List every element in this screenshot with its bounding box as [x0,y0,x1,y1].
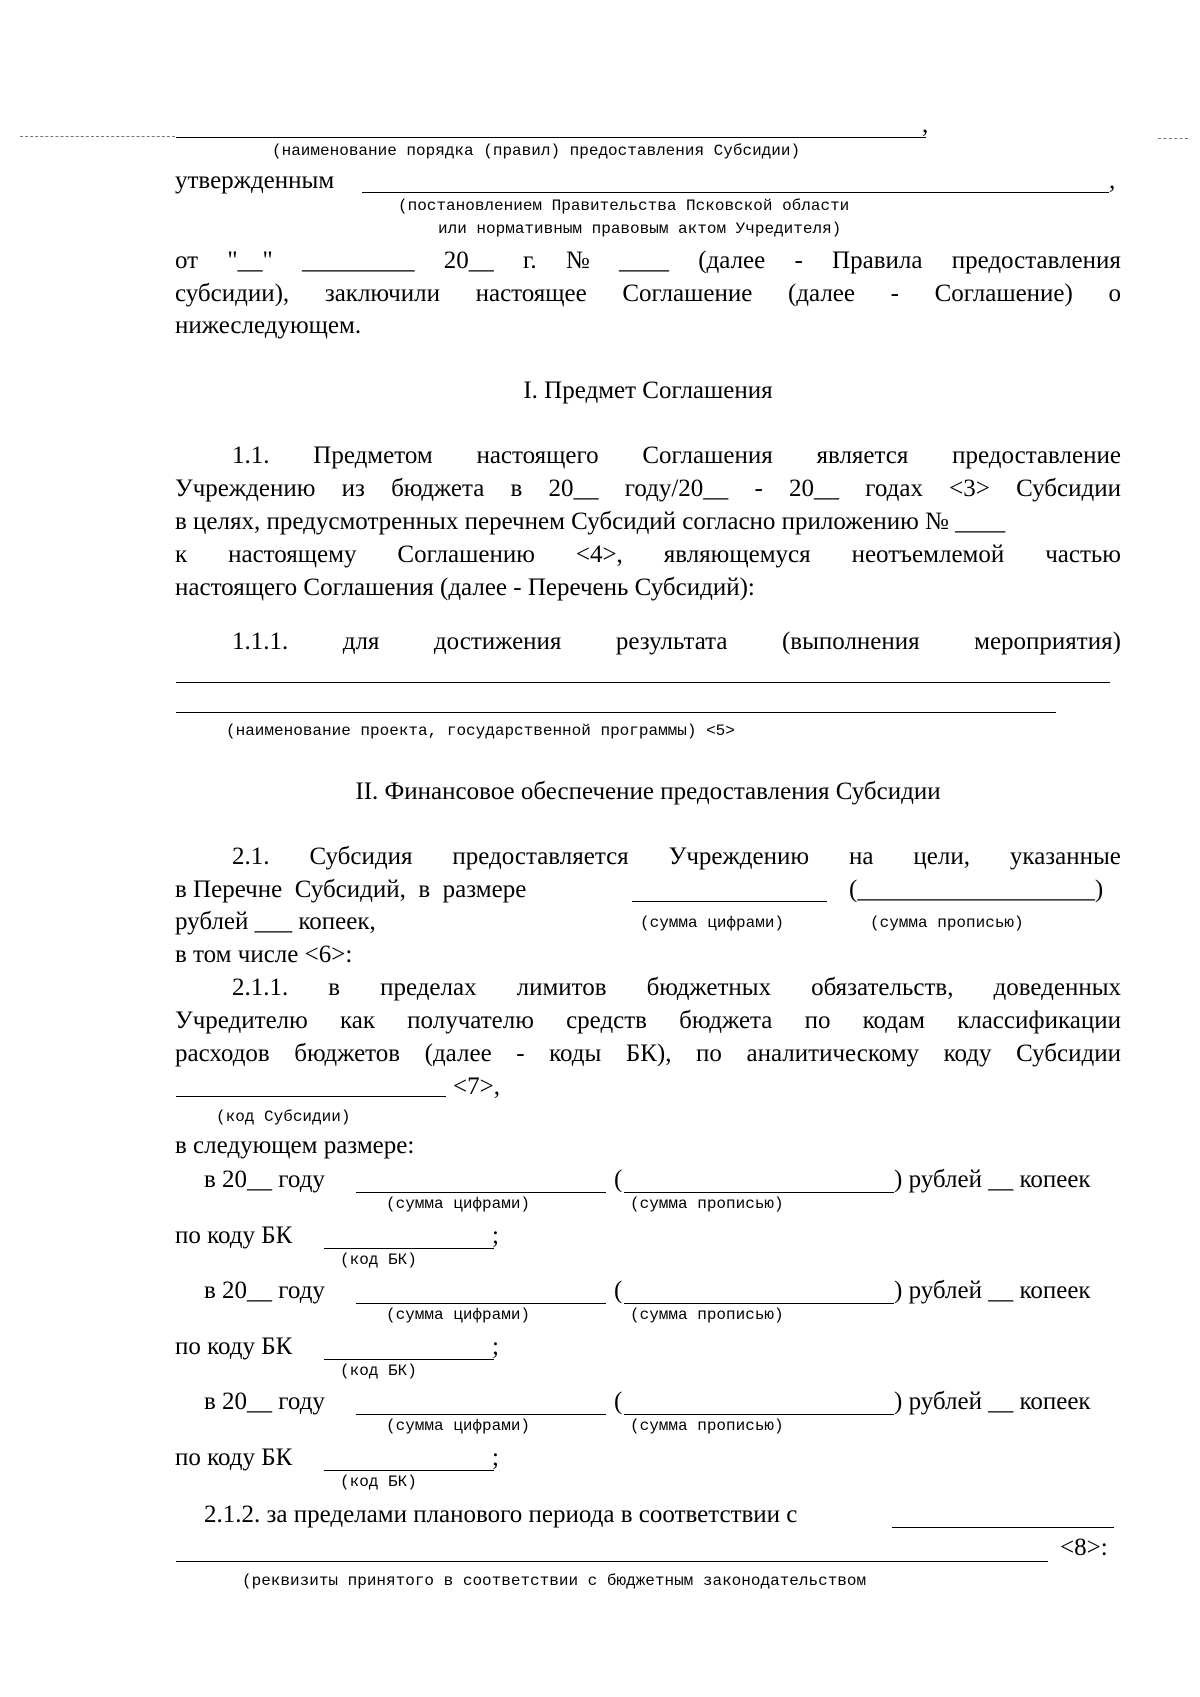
year-row-tail: ) рублей __ копеек [894,1166,1091,1193]
year-row-label: в 20__ году [204,1166,325,1193]
s2-para-3-line-1: 2.1.2. за пределами планового периода в соответствии с [204,1501,798,1528]
from-line-3: нижеследующем. [175,312,362,339]
code-suffix: <7>, [453,1073,500,1100]
paren-open: ( [614,1277,623,1304]
bk-note: (код БК) [340,1362,417,1380]
year-sum-digits-note: (сумма цифрами) [386,1195,531,1213]
year-sum-words-note: (сумма прописью) [630,1195,784,1213]
year-sum-digits-line [356,1192,606,1193]
footnote-8: <8>: [1060,1534,1108,1561]
next-size: в следующем размере: [175,1132,415,1159]
year-row-tail: ) рублей __ копеек [894,1277,1091,1304]
project-note: (наименование проекта, государственной программы) <5> [226,722,735,740]
bk-label: по коду БК [175,1333,293,1360]
requisites-line-1 [892,1527,1114,1528]
year-row-label: в 20__ году [204,1277,325,1304]
paren-open: ( [614,1166,623,1193]
sum-words-note: (сумма прописью) [870,914,1024,932]
s1-para-1-line-4: к настоящему Соглашению <4>, являющемуся неотъемлемой частью [175,541,1121,568]
approved-line [362,192,1109,193]
s1-para-1-line-1: 1.1. Предметом настоящего Соглашения является предоставление [232,442,1121,469]
approved-label: утвержденным [175,167,335,194]
section-1-title: I. Предмет Соглашения [523,377,773,404]
bk-label: по коду БК [175,1222,293,1249]
year-row-tail: ) рублей __ копеек [894,1388,1091,1415]
from-line: от "__" _________ 20__ г. № ____ (далее - Правила предоставления [175,247,1121,274]
sum-words-paren: (___________________) [849,876,1104,903]
year-sum-words-line [624,1414,894,1415]
s1-para-1-line-3: в целях, предусмотренных перечнем Субсидий согласно приложению № ____ [175,508,1006,535]
s2-para-2-line-3: расходов бюджетов (далее - коды БК), по аналитическому коду Субсидии [175,1040,1121,1067]
bk-end: ; [492,1444,499,1471]
s2-para-1-line-1: 2.1. Субсидия предоставляется Учреждению на цели, указанные [232,843,1121,870]
year-sum-digits-line [356,1303,606,1304]
approved-note-1: (постановлением Правительства Псковской области [398,197,850,215]
year-sum-words-note: (сумма прописью) [630,1306,784,1324]
s1-para-1-line-2: Учреждению из бюджета в 20__ году/20__ - 20__ годах <3> Субсидии [175,475,1121,502]
subsidy-code-line [176,1096,446,1097]
project-line [176,712,1056,713]
year-sum-words-line [624,1303,894,1304]
requisites-note: (реквизиты принятого в соответствии с бюджетным законодательством [242,1572,867,1590]
s1-para-2-line-1: 1.1.1. для достижения результата (выполнения мероприятия) [232,628,1121,655]
order-name-line [176,137,926,138]
requisites-line-2 [176,1561,1048,1562]
s2-para-2-line-1: 2.1.1. в пределах лимитов бюджетных обязательств, доведенных [232,974,1121,1001]
s2-para-1-line-3: рублей ___ копеек, [175,908,376,935]
year-sum-digits-line [356,1414,606,1415]
s2-para-1-line-2: в Перечне Субсидий, в размере [175,876,527,903]
bk-end: ; [492,1333,499,1360]
bk-end: ; [492,1222,499,1249]
sum-digits-line [632,901,827,902]
scan-artifact [1158,138,1188,139]
year-sum-words-note: (сумма прописью) [630,1417,784,1435]
scan-artifact [20,136,175,137]
bk-note: (код БК) [340,1251,417,1269]
bk-note: (код БК) [340,1473,417,1491]
year-sum-words-line [624,1192,894,1193]
from-line-2: субсидии), заключили настоящее Соглашение (далее - Соглашение) о [175,280,1121,307]
bk-label: по коду БК [175,1444,293,1471]
order-note: (наименование порядка (правил) предоставления Субсидии) [272,142,801,160]
s2-para-1-line-4: в том числе <6>: [175,941,353,968]
year-sum-digits-note: (сумма цифрами) [386,1417,531,1435]
result-line [176,682,1110,683]
code-note: (код Субсидии) [216,1108,351,1126]
comma: , [1109,167,1116,194]
comma: , [922,111,929,138]
paren-open: ( [614,1388,623,1415]
bk-code-line [324,1248,494,1249]
bk-code-line [324,1359,494,1360]
bk-code-line [324,1470,494,1471]
s1-para-1-line-5: настоящего Соглашения (далее - Перечень Субсидий): [175,574,755,601]
sum-digits-note: (сумма цифрами) [640,914,785,932]
section-2-title: II. Финансовое обеспечение предоставления Субсидии [355,778,941,805]
approved-note-2: или нормативным правовым актом Учредителя) [438,220,842,238]
year-row-label: в 20__ году [204,1388,325,1415]
s2-para-2-line-2: Учредителю как получателю средств бюджета по кодам классификации [175,1007,1121,1034]
year-sum-digits-note: (сумма цифрами) [386,1306,531,1324]
